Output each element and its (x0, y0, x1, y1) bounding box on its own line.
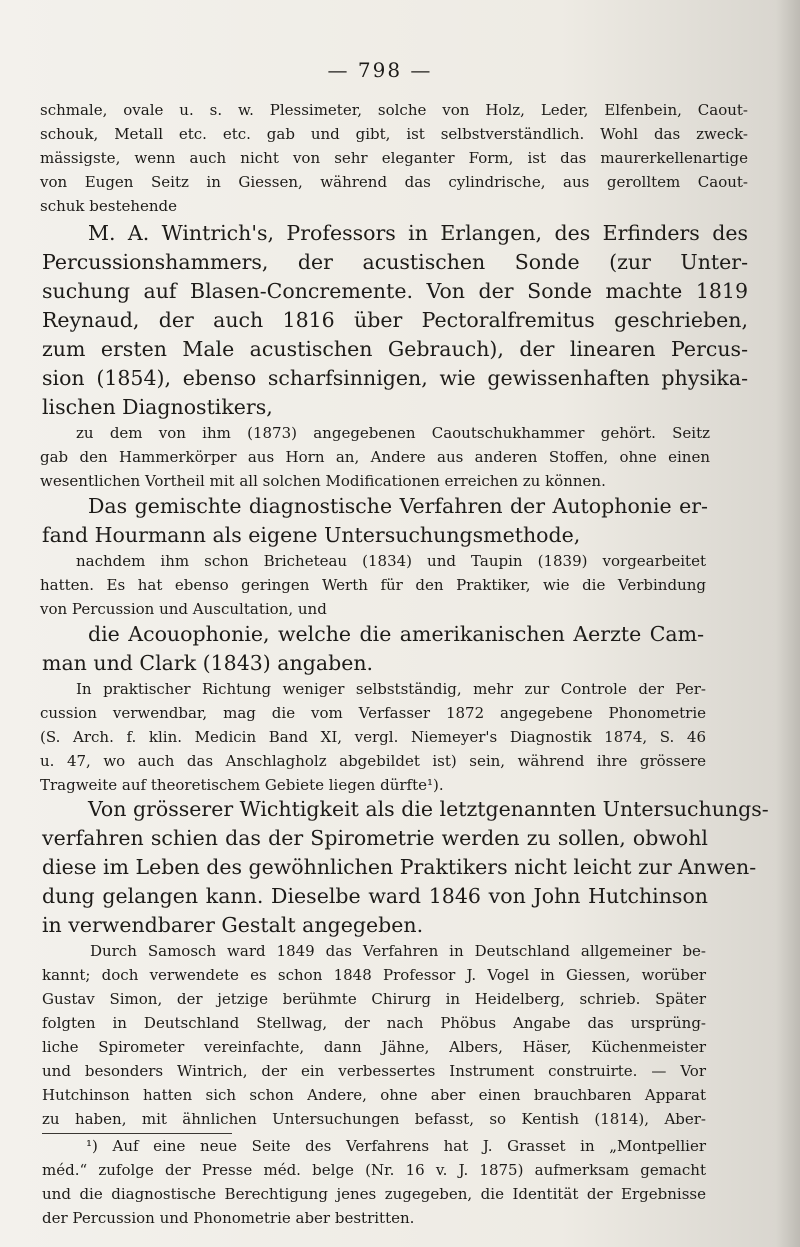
text-line: gab den Hammerkörper aus Horn an, Andere aus anderen Stoffen, ohne einen (40, 448, 710, 466)
text-line: schuk bestehende (40, 197, 178, 215)
text-line: cussion verwendbar, mag die vom Verfasser 1872 angegebene Phonometrie (40, 704, 706, 722)
text-line: verfahren schien das der Spirometrie werden zu sollen, obwohl (42, 826, 708, 850)
text-line: von Eugen Seitz in Giessen, während das cylindrische, aus gerolltem Caout- (40, 173, 748, 191)
text-line: wesentlichen Vortheil mit all solchen Modificationen erreichen zu können. (40, 472, 606, 490)
text-line: zum ersten Male acustischen Gebrauch), der linearen Percus- (42, 337, 748, 361)
text-line: kannt; doch verwendete es schon 1848 Professor J. Vogel in Giessen, worüber (42, 966, 706, 984)
page-number: — 798 — (327, 58, 433, 82)
text-line: schmale, ovale u. s. w. Plessimeter, solche von Holz, Leder, Elfenbein, Caout- (40, 101, 748, 119)
text-line: und besonders Wintrich, der ein verbessertes Instrument construirte. — Vor (42, 1062, 706, 1080)
text-line: man und Clark (1843) angaben. (42, 651, 374, 675)
footnote-line: ¹) Auf eine neue Seite des Verfahrens hat J. Grasset in „Montpellier (86, 1137, 706, 1155)
text-line: u. 47, wo auch das Anschlagholz abgebildet ist) sein, während ihre grössere (40, 752, 706, 770)
footnote-line: méd.“ zufolge der Presse méd. belge (Nr. 16 v. J. 1875) aufmerksam gemacht (42, 1161, 706, 1179)
text-line: diese im Leben des gewöhnlichen Praktikers nicht leicht zur Anwen- (42, 855, 757, 879)
text-line: Percussionshammers, der acustischen Sonde (zur Unter- (42, 250, 748, 274)
text-line: zu haben, mit ähnlichen Untersuchungen befasst, so Kentish (1814), Aber- (42, 1110, 706, 1128)
text-line: Gustav Simon, der jetzige berühmte Chirurg in Heidelberg, schrieb. Später (42, 990, 706, 1008)
text-line: Das gemischte diagnostische Verfahren der Autophonie er- (88, 494, 708, 518)
text-line: Hutchinson hatten sich schon Andere, ohne aber einen brauchbaren Apparat (42, 1086, 706, 1104)
text-line: die Acouophonie, welche die amerikanischen Aerzte Cam- (88, 622, 704, 646)
text-line: lischen Diagnostikers, (42, 395, 273, 419)
text-line: In praktischer Richtung weniger selbstständig, mehr zur Controle der Per- (76, 680, 706, 698)
text-line: folgten in Deutschland Stellwag, der nach Phöbus Angabe das ursprüng- (42, 1014, 706, 1032)
text-line: hatten. Es hat ebenso geringen Werth für den Praktiker, wie die Verbindung (40, 576, 706, 594)
text-line: Reynaud, der auch 1816 über Pectoralfremitus geschrieben, (42, 308, 748, 332)
text-line: zu dem von ihm (1873) angegebenen Caoutschukhammer gehört. Seitz (76, 424, 710, 442)
text-line: suchung auf Blasen-Concremente. Von der Sonde machte 1819 (42, 279, 748, 303)
text-line: mässigste, wenn auch nicht von sehr eleganter Form, ist das maurerkellenartige (40, 149, 748, 167)
text-line: dung gelangen kann. Dieselbe ward 1846 von John Hutchinson (42, 884, 708, 908)
text-line: fand Hourmann als eigene Untersuchungsmethode, (42, 523, 581, 547)
text-line: sion (1854), ebenso scharfsinnigen, wie gewissenhaften physika- (42, 366, 748, 390)
text-line: Von grösserer Wichtigkeit als die letztgenannten Untersuchungs- (88, 797, 769, 821)
text-line: von Percussion und Auscultation, und (40, 600, 327, 618)
text-line: (S. Arch. f. klin. Medicin Band XI, vergl. Niemeyer's Diagnostik 1874, S. 46 (40, 728, 706, 746)
text-line: liche Spirometer vereinfachte, dann Jähne, Albers, Häser, Küchenmeister (42, 1038, 706, 1056)
text-line: M. A. Wintrich's, Professors in Erlangen, des Erfinders des (88, 221, 748, 245)
text-line: Durch Samosch ward 1849 das Verfahren in Deutschland allgemeiner be- (90, 942, 706, 960)
text-line: nachdem ihm schon Bricheteau (1834) und Taupin (1839) vorgearbeitet (76, 552, 706, 570)
footnote-rule (42, 1133, 232, 1134)
text-line: in verwendbarer Gestalt angegeben. (42, 913, 424, 937)
text-line: schouk, Metall etc. etc. gab und gibt, ist selbstverständlich. Wohl das zweck- (40, 125, 748, 143)
footnote-line: und die diagnostische Berechtigung jenes zugegeben, die Identität der Ergebnisse (42, 1185, 706, 1203)
footnote-line: der Percussion und Phonometrie aber bestritten. (42, 1209, 415, 1227)
text-line: Tragweite auf theoretischem Gebiete liegen dürfte¹). (40, 776, 444, 794)
